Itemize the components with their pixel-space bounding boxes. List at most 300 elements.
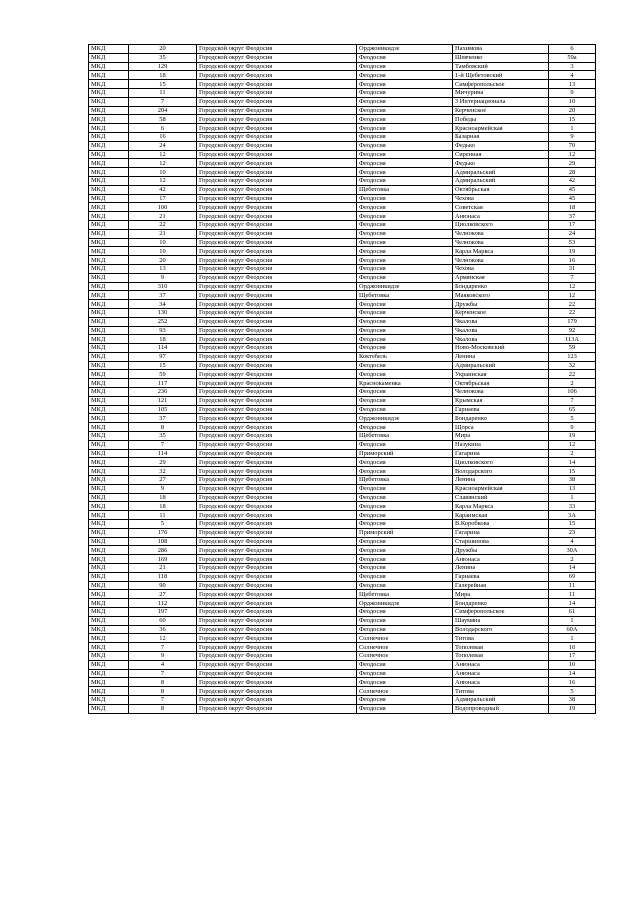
street-cell: Чкалова	[453, 326, 549, 335]
locality-cell: Феодосия	[357, 264, 453, 273]
count-cell: 286	[129, 546, 197, 555]
table-row	[89, 572, 596, 581]
district-cell: Городской округ Феодосия	[197, 546, 357, 555]
locality-cell: Орджоникидзе	[357, 414, 453, 423]
type-cell: МКД	[89, 115, 129, 124]
house-number-cell: 14	[549, 458, 596, 467]
house-number-cell: 12	[549, 282, 596, 291]
house-number-cell: 37	[549, 212, 596, 221]
street-cell: Чкалова	[453, 317, 549, 326]
locality-cell: Феодосия	[357, 704, 453, 713]
count-cell: 7	[129, 97, 197, 106]
count-cell: 59	[129, 370, 197, 379]
district-cell: Городской округ Феодосия	[197, 141, 357, 150]
locality-cell: Феодосия	[357, 344, 453, 353]
district-cell: Городской округ Феодосия	[197, 45, 357, 54]
type-cell: МКД	[89, 502, 129, 511]
house-number-cell: 59	[549, 344, 596, 353]
locality-cell: Щебетовка	[357, 590, 453, 599]
district-cell: Городской округ Феодосия	[197, 291, 357, 300]
type-cell: МКД	[89, 449, 129, 458]
house-number-cell: 45	[549, 185, 596, 194]
table-row	[89, 590, 596, 599]
district-cell: Городской округ Феодосия	[197, 247, 357, 256]
type-cell: МКД	[89, 537, 129, 546]
street-cell: Сиренная	[453, 150, 549, 159]
district-cell: Городской округ Феодосия	[197, 423, 357, 432]
count-cell: 37	[129, 291, 197, 300]
count-cell: 35	[129, 53, 197, 62]
house-number-cell: 15	[549, 115, 596, 124]
table-row	[89, 476, 596, 485]
count-cell: 114	[129, 344, 197, 353]
locality-cell: Феодосия	[357, 458, 453, 467]
type-cell: МКД	[89, 405, 129, 414]
count-cell: 21	[129, 212, 197, 221]
house-number-cell: 18	[549, 203, 596, 212]
count-cell: 12	[129, 159, 197, 168]
street-cell: Анюнаса	[453, 212, 549, 221]
locality-cell: Феодосия	[357, 229, 453, 238]
district-cell: Городской округ Феодосия	[197, 115, 357, 124]
district-cell: Городской округ Феодосия	[197, 203, 357, 212]
district-cell: Городской округ Феодосия	[197, 352, 357, 361]
count-cell: 8	[129, 704, 197, 713]
locality-cell: Феодосия	[357, 440, 453, 449]
district-cell: Городской округ Феодосия	[197, 458, 357, 467]
district-cell: Городской округ Феодосия	[197, 229, 357, 238]
locality-cell: Феодосия	[357, 212, 453, 221]
count-cell: 15	[129, 80, 197, 89]
house-number-cell: 12	[549, 440, 596, 449]
type-cell: МКД	[89, 546, 129, 555]
house-number-cell: 1	[549, 616, 596, 625]
house-number-cell: 16	[549, 256, 596, 265]
locality-cell: Феодосия	[357, 150, 453, 159]
house-number-cell: 3	[549, 62, 596, 71]
street-cell: Крымская	[453, 396, 549, 405]
count-cell: 34	[129, 300, 197, 309]
street-cell: Адмиральский	[453, 176, 549, 185]
table-row	[89, 229, 596, 238]
locality-cell: Орджоникидзе	[357, 282, 453, 291]
district-cell: Городской округ Феодосия	[197, 634, 357, 643]
house-number-cell: 22	[549, 308, 596, 317]
district-cell: Городской округ Феодосия	[197, 572, 357, 581]
locality-cell: Феодосия	[357, 581, 453, 590]
district-cell: Городской округ Феодосия	[197, 176, 357, 185]
house-number-cell: 10	[549, 97, 596, 106]
count-cell: 58	[129, 115, 197, 124]
street-cell: Дружбы	[453, 300, 549, 309]
district-cell: Городской округ Феодосия	[197, 449, 357, 458]
street-cell: Карла Маркса	[453, 247, 549, 256]
house-number-cell: 65	[549, 405, 596, 414]
locality-cell: Феодосия	[357, 115, 453, 124]
count-cell: 9	[129, 651, 197, 660]
house-number-cell: 19	[549, 432, 596, 441]
house-number-cell: 5	[549, 414, 596, 423]
street-cell: Красноармейская	[453, 124, 549, 133]
street-cell: Ленина	[453, 352, 549, 361]
type-cell: МКД	[89, 238, 129, 247]
count-cell: 18	[129, 71, 197, 80]
house-number-cell: 32	[549, 361, 596, 370]
type-cell: МКД	[89, 669, 129, 678]
house-number-cell: 1	[549, 493, 596, 502]
count-cell: 27	[129, 590, 197, 599]
locality-cell: Приморский	[357, 449, 453, 458]
locality-cell: Феодосия	[357, 88, 453, 97]
count-cell: 90	[129, 581, 197, 590]
type-cell: МКД	[89, 80, 129, 89]
house-number-cell: 20	[549, 106, 596, 115]
type-cell: МКД	[89, 45, 129, 54]
house-number-cell: 30А	[549, 546, 596, 555]
type-cell: МКД	[89, 53, 129, 62]
type-cell: МКД	[89, 678, 129, 687]
count-cell: 310	[129, 282, 197, 291]
type-cell: МКД	[89, 282, 129, 291]
table-row	[89, 625, 596, 634]
street-cell: Карла Маркса	[453, 502, 549, 511]
district-cell: Городской округ Феодосия	[197, 335, 357, 344]
table-row	[89, 643, 596, 652]
house-number-cell: 2	[549, 555, 596, 564]
street-cell: Володарского	[453, 625, 549, 634]
locality-cell: Приморский	[357, 528, 453, 537]
count-cell: 236	[129, 388, 197, 397]
table-row	[89, 53, 596, 62]
locality-cell: Солнечное	[357, 634, 453, 643]
locality-cell: Феодосия	[357, 308, 453, 317]
locality-cell: Солнечное	[357, 651, 453, 660]
type-cell: МКД	[89, 660, 129, 669]
street-cell: Армянская	[453, 273, 549, 282]
district-cell: Городской округ Феодосия	[197, 88, 357, 97]
locality-cell: Феодосия	[357, 176, 453, 185]
table-row	[89, 704, 596, 713]
house-number-cell: 19	[549, 247, 596, 256]
street-cell: Адмиральский	[453, 361, 549, 370]
table-row	[89, 599, 596, 608]
street-cell: Советская	[453, 203, 549, 212]
locality-cell: Феодосия	[357, 317, 453, 326]
table-row	[89, 150, 596, 159]
type-cell: МКД	[89, 159, 129, 168]
house-number-cell: 60А	[549, 625, 596, 634]
count-cell: 7	[129, 440, 197, 449]
type-cell: МКД	[89, 71, 129, 80]
table-row	[89, 71, 596, 80]
district-cell: Городской округ Феодосия	[197, 106, 357, 115]
house-number-cell: 9	[549, 423, 596, 432]
type-cell: МКД	[89, 520, 129, 529]
district-cell: Городской округ Феодосия	[197, 370, 357, 379]
type-cell: МКД	[89, 308, 129, 317]
type-cell: МКД	[89, 379, 129, 388]
street-cell: Циолковского	[453, 220, 549, 229]
table-row	[89, 414, 596, 423]
locality-cell: Феодосия	[357, 132, 453, 141]
street-cell: Гагарина	[453, 449, 549, 458]
locality-cell: Феодосия	[357, 493, 453, 502]
house-number-cell: 7	[549, 396, 596, 405]
street-cell: Ново-Московский	[453, 344, 549, 353]
street-cell: Победы	[453, 115, 549, 124]
table-row	[89, 449, 596, 458]
locality-cell: Феодосия	[357, 423, 453, 432]
table-row	[89, 423, 596, 432]
count-cell: 18	[129, 502, 197, 511]
count-cell: 37	[129, 414, 197, 423]
table-row	[89, 651, 596, 660]
type-cell: МКД	[89, 396, 129, 405]
table-row	[89, 379, 596, 388]
type-cell: МКД	[89, 335, 129, 344]
table-row	[89, 203, 596, 212]
district-cell: Городской округ Феодосия	[197, 520, 357, 529]
street-cell: Октябрьская	[453, 185, 549, 194]
locality-cell: Орджоникидзе	[357, 599, 453, 608]
district-cell: Городской округ Феодосия	[197, 608, 357, 617]
locality-cell: Феодосия	[357, 467, 453, 476]
house-number-cell: 16	[549, 678, 596, 687]
locality-cell: Феодосия	[357, 669, 453, 678]
table-row	[89, 388, 596, 397]
street-cell: Красноармейская	[453, 484, 549, 493]
locality-cell: Феодосия	[357, 537, 453, 546]
locality-cell: Феодосия	[357, 361, 453, 370]
district-cell: Городской округ Феодосия	[197, 405, 357, 414]
type-cell: МКД	[89, 212, 129, 221]
district-cell: Городской округ Феодосия	[197, 53, 357, 62]
table-row	[89, 493, 596, 502]
house-number-cell: 7	[549, 273, 596, 282]
type-cell: МКД	[89, 458, 129, 467]
table-row	[89, 300, 596, 309]
locality-cell: Феодосия	[357, 53, 453, 62]
street-cell: Тополевая	[453, 643, 549, 652]
house-number-cell: 14	[549, 599, 596, 608]
count-cell: 18	[129, 335, 197, 344]
table-row	[89, 106, 596, 115]
table-row	[89, 115, 596, 124]
house-number-cell: 69	[549, 572, 596, 581]
count-cell: 5	[129, 520, 197, 529]
district-cell: Городской округ Феодосия	[197, 590, 357, 599]
count-cell: 112	[129, 599, 197, 608]
table-row	[89, 264, 596, 273]
table-row	[89, 687, 596, 696]
street-cell: Гагарина	[453, 528, 549, 537]
locality-cell: Щебетовка	[357, 476, 453, 485]
house-number-cell: 4	[549, 537, 596, 546]
type-cell: МКД	[89, 643, 129, 652]
house-number-cell: 59а	[549, 53, 596, 62]
district-cell: Городской округ Феодосия	[197, 308, 357, 317]
street-cell: Октябрьская	[453, 379, 549, 388]
district-cell: Городской округ Феодосия	[197, 238, 357, 247]
type-cell: МКД	[89, 291, 129, 300]
count-cell: 252	[129, 317, 197, 326]
type-cell: МКД	[89, 97, 129, 106]
count-cell: 24	[129, 141, 197, 150]
house-number-cell: 11	[549, 581, 596, 590]
count-cell: 8	[129, 687, 197, 696]
street-cell: Шевченко	[453, 53, 549, 62]
locality-cell: Феодосия	[357, 608, 453, 617]
locality-cell: Феодосия	[357, 273, 453, 282]
type-cell: МКД	[89, 528, 129, 537]
type-cell: МКД	[89, 423, 129, 432]
table-row	[89, 361, 596, 370]
count-cell: 42	[129, 185, 197, 194]
district-cell: Городской округ Феодосия	[197, 344, 357, 353]
street-cell: Володарского	[453, 467, 549, 476]
house-number-cell: 22	[549, 370, 596, 379]
type-cell: МКД	[89, 687, 129, 696]
street-cell: Щорса	[453, 423, 549, 432]
locality-cell: Феодосия	[357, 511, 453, 520]
street-cell: Челнокова	[453, 229, 549, 238]
locality-cell: Феодосия	[357, 159, 453, 168]
locality-cell: Солнечное	[357, 643, 453, 652]
house-number-cell: 61	[549, 608, 596, 617]
locality-cell: Феодосия	[357, 97, 453, 106]
district-cell: Городской округ Феодосия	[197, 396, 357, 405]
type-cell: МКД	[89, 467, 129, 476]
table-row	[89, 396, 596, 405]
street-cell: Дружбы	[453, 546, 549, 555]
street-cell: Федько	[453, 159, 549, 168]
count-cell: 129	[129, 62, 197, 71]
district-cell: Городской округ Феодосия	[197, 616, 357, 625]
count-cell: 4	[129, 660, 197, 669]
locality-cell: Феодосия	[357, 546, 453, 555]
table-row	[89, 212, 596, 221]
count-cell: 12	[129, 176, 197, 185]
district-cell: Городской округ Феодосия	[197, 62, 357, 71]
table-row	[89, 370, 596, 379]
district-cell: Городской округ Феодосия	[197, 159, 357, 168]
type-cell: МКД	[89, 432, 129, 441]
type-cell: МКД	[89, 229, 129, 238]
count-cell: 9	[129, 484, 197, 493]
locality-cell: Феодосия	[357, 220, 453, 229]
house-number-cell: 15	[549, 520, 596, 529]
table-row	[89, 520, 596, 529]
district-cell: Городской округ Феодосия	[197, 432, 357, 441]
locality-cell: Феодосия	[357, 555, 453, 564]
count-cell: 7	[129, 643, 197, 652]
table-row	[89, 194, 596, 203]
table-row	[89, 220, 596, 229]
table-row	[89, 695, 596, 704]
table-row	[89, 238, 596, 247]
street-cell: Славянский	[453, 493, 549, 502]
type-cell: МКД	[89, 247, 129, 256]
house-number-cell: 33	[549, 502, 596, 511]
count-cell: 169	[129, 555, 197, 564]
type-cell: МКД	[89, 572, 129, 581]
type-cell: МКД	[89, 256, 129, 265]
table-row	[89, 564, 596, 573]
house-number-cell: 15	[549, 467, 596, 476]
count-cell: 7	[129, 695, 197, 704]
type-cell: МКД	[89, 203, 129, 212]
type-cell: МКД	[89, 88, 129, 97]
locality-cell: Краснокаменка	[357, 379, 453, 388]
street-cell: Назукина	[453, 440, 549, 449]
table-row	[89, 511, 596, 520]
type-cell: МКД	[89, 440, 129, 449]
count-cell: 13	[129, 264, 197, 273]
type-cell: МКД	[89, 344, 129, 353]
district-cell: Городской округ Феодосия	[197, 185, 357, 194]
street-cell: Адмиральский	[453, 695, 549, 704]
count-cell: 27	[129, 476, 197, 485]
street-cell: Челнокова	[453, 256, 549, 265]
district-cell: Городской округ Феодосия	[197, 564, 357, 573]
type-cell: МКД	[89, 704, 129, 713]
locality-cell: Феодосия	[357, 203, 453, 212]
street-cell: Нахимова	[453, 45, 549, 54]
street-cell: Симферопольское	[453, 80, 549, 89]
street-cell: Мичурина	[453, 88, 549, 97]
type-cell: МКД	[89, 599, 129, 608]
district-cell: Городской округ Феодосия	[197, 132, 357, 141]
district-cell: Городской округ Феодосия	[197, 476, 357, 485]
house-number-cell: 17	[549, 651, 596, 660]
locality-cell: Феодосия	[357, 80, 453, 89]
type-cell: МКД	[89, 634, 129, 643]
house-number-cell: 31	[549, 264, 596, 273]
table-row	[89, 546, 596, 555]
count-cell: 8	[129, 423, 197, 432]
house-number-cell: 22	[549, 300, 596, 309]
street-cell: Адмиральский	[453, 168, 549, 177]
table-row	[89, 159, 596, 168]
district-cell: Городской округ Феодосия	[197, 71, 357, 80]
street-cell: Маяковского	[453, 291, 549, 300]
table-row	[89, 326, 596, 335]
table-row	[89, 141, 596, 150]
district-cell: Городской округ Феодосия	[197, 150, 357, 159]
table-row	[89, 528, 596, 537]
street-cell: Тополевая	[453, 651, 549, 660]
district-cell: Городской округ Феодосия	[197, 511, 357, 520]
type-cell: МКД	[89, 132, 129, 141]
street-cell: Ленина	[453, 476, 549, 485]
table-row	[89, 608, 596, 617]
table-row	[89, 176, 596, 185]
district-cell: Городской округ Феодосия	[197, 220, 357, 229]
street-cell: Титова	[453, 687, 549, 696]
district-cell: Городской округ Феодосия	[197, 484, 357, 493]
type-cell: МКД	[89, 106, 129, 115]
type-cell: МКД	[89, 220, 129, 229]
table-row	[89, 291, 596, 300]
table-row	[89, 282, 596, 291]
table-row	[89, 124, 596, 133]
locality-cell: Коктебель	[357, 352, 453, 361]
district-cell: Городской округ Феодосия	[197, 194, 357, 203]
count-cell: 21	[129, 229, 197, 238]
house-number-cell: 4	[549, 71, 596, 80]
table-row	[89, 45, 596, 54]
street-cell: Чехова	[453, 264, 549, 273]
